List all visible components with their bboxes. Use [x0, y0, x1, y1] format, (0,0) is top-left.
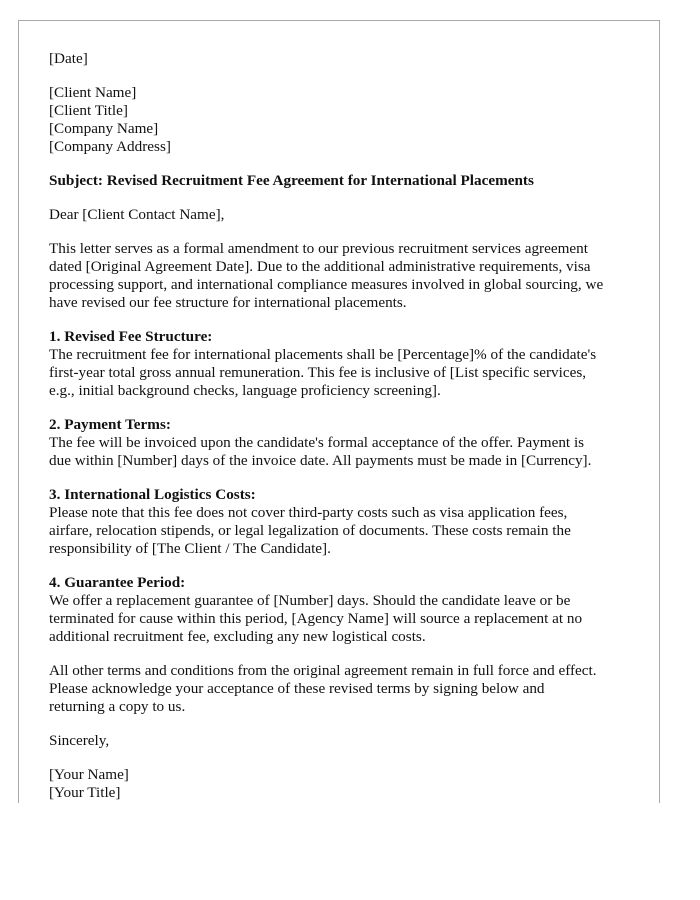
- section-payment-terms: [49, 416, 639, 470]
- letter-body: [49, 50, 639, 818]
- salutation: Dear [Client Contact Name],: [49, 206, 225, 223]
- section-heading: 1. Revised Fee Structure:: [49, 328, 213, 345]
- conclusion-paragraph: All other terms and conditions from the original agreement remain in full force and effect. Please acknowledge your acceptance of these revised terms by signing below and returning a copy to us.: [49, 662, 597, 715]
- section-text: The fee will be invoiced upon the candidate's formal acceptance of the offer. Payment is due within [Number] days of the invoice date. All payments must be made in [Currency].: [49, 434, 592, 469]
- section-heading: 4. Guarantee Period:: [49, 574, 186, 591]
- letter-subject: Subject: Revised Recruitment Fee Agreement for International Placements: [49, 172, 534, 189]
- section-text: We offer a replacement guarantee of [Number] days. Should the candidate leave or be terminated for cause within this period, [Agency Name] will source a replacement at no additional recruitment fee, excluding any new logistical costs.: [49, 592, 583, 645]
- recipient-title: [Client Title]: [49, 102, 128, 119]
- letter-date: [Date]: [49, 50, 88, 67]
- section-text: Please note that this fee does not cover third-party costs such as visa application fees, airfare, relocation stipends, or legal legalization of documents. These costs remain the responsibility of [The Client / The Candidate].: [49, 504, 571, 557]
- signature-block: [49, 766, 639, 802]
- signature-title: [Your Title]: [49, 784, 121, 801]
- letter-page: [18, 20, 660, 803]
- recipient-name: [Client Name]: [49, 84, 137, 101]
- section-guarantee-period: [49, 574, 639, 646]
- section-revised-fee-structure: [49, 328, 639, 400]
- section-text: The recruitment fee for international placements shall be [Percentage]% of the candidate's first-year total gross annual remuneration. This fee is inclusive of [List specific services, e.g., initial background checks, language proficiency screening].: [49, 346, 597, 399]
- signature-name: [Your Name]: [49, 766, 129, 783]
- closing: Sincerely,: [49, 732, 110, 749]
- section-international-logistics-costs: [49, 486, 639, 558]
- section-heading: 3. International Logistics Costs:: [49, 486, 256, 503]
- recipient-company: [Company Name]: [49, 120, 159, 137]
- section-heading: 2. Payment Terms:: [49, 416, 171, 433]
- intro-paragraph: This letter serves as a formal amendment to our previous recruitment services agreement dated [Original Agreement Date]. Due to the additional administrative requirements, visa processing support, and international compliance measures involved in global sourcing, we have revised our fee structure for international placements.: [49, 240, 604, 311]
- date-block: [49, 50, 639, 68]
- recipient-block: [49, 84, 639, 156]
- recipient-address: [Company Address]: [49, 138, 171, 155]
